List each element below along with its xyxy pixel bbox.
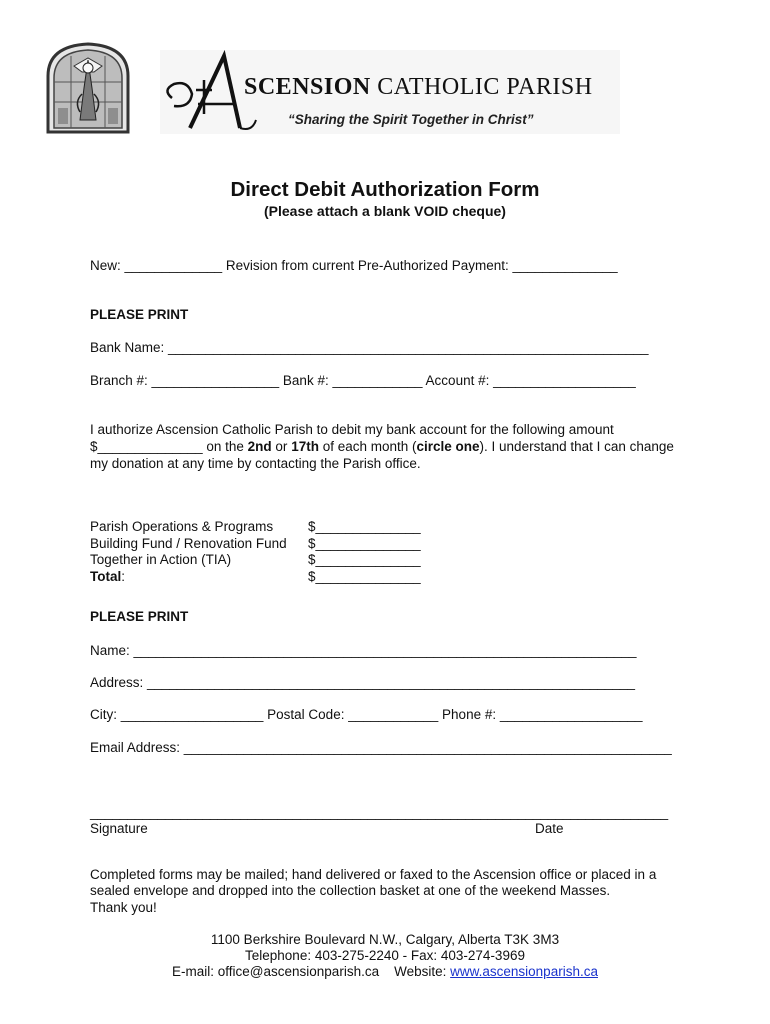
fund-amount-tia[interactable]: $______________ [308,552,421,567]
name-field[interactable]: Name: ___________________________________________________________________ [90,643,637,658]
footer-email: E-mail: office@ascensionparish.ca [172,964,380,979]
please-print-heading-2: PLEASE PRINT [90,609,189,624]
closing-line-3: Thank you! [90,900,157,915]
address-field[interactable]: Address: _________________________________________________________________ [90,675,636,690]
auth-text-month: of each month ( [318,439,417,454]
amount-field[interactable]: $______________ on the [90,439,248,454]
auth-text-or: or [271,439,292,454]
footer-phone: Telephone: 403-275-2240 - Fax: 403-274-3969 [245,948,525,963]
closing-line-2: sealed envelope and dropped into the collection basket at one of the weekend Masses. [90,883,611,898]
fund-amount-operations[interactable]: $______________ [308,519,421,534]
form-title: Direct Debit Authorization Form [230,178,540,201]
fund-label-operations: Parish Operations & Programs [90,519,274,534]
fund-label-building: Building Fund / Renovation Fund [90,536,287,551]
fund-label-tia: Together in Action (TIA) [90,552,232,567]
email-field[interactable]: Email Address: _________________________________________________________________ [90,740,672,755]
fund-amount-total[interactable]: $______________ [308,569,421,584]
city-postal-phone-field[interactable]: City: ___________________ Postal Code: ____________ Phone #: ___________________ [90,707,643,722]
total-colon: : [121,569,126,584]
please-print-heading: PLEASE PRINT [90,307,189,322]
authorization-line-1: I authorize Ascension Catholic Parish to debit my bank account for the following amount [90,422,614,437]
fund-label-total [90,569,125,586]
auth-text-change: ). I understand that I can change [479,439,674,454]
new-or-revision-field[interactable]: New: _____________ Revision from current Pre-Authorized Payment: ______________ [90,258,618,273]
parish-tagline: “Sharing the Spirit Together in Christ” [288,112,534,127]
parish-banner [160,50,620,134]
stained-glass-logo [44,42,132,134]
footer-address: 1100 Berkshire Boulevard N.W., Calgary, Alberta T3K 3M3 [210,932,560,947]
closing-line-1: Completed forms may be mailed; hand delivered or faxed to the Ascension office or placed in a [90,867,657,882]
date-label: Date [535,821,564,836]
footer-website-label: Website: [394,964,451,979]
stained-glass-window-icon [44,42,132,134]
authorization-line-3: my donation at any time by contacting the Parish office. [90,456,421,471]
website-link[interactable]: www.ascensionparish.ca [450,964,598,979]
fund-amount-building[interactable]: $______________ [308,536,421,551]
circle-one-note: circle one [416,439,480,454]
parish-name [244,74,593,101]
authorization-line-2 [90,439,674,456]
signature-label: Signature [90,821,148,836]
form-subtitle: (Please attach a blank VOID cheque) [264,203,506,219]
option-17th[interactable]: 17th [291,439,319,454]
signature-line[interactable]: _____________________________________________________________________________ [90,805,669,820]
parish-name-secondary: CATHOLIC PARISH [377,74,593,100]
option-2nd[interactable]: 2nd [247,439,272,454]
parish-name-main: SCENSION [244,74,371,100]
branch-bank-account-field[interactable]: Branch #: _________________ Bank #: ____________ Account #: ___________________ [90,373,636,388]
total-label: Total [90,569,122,584]
bank-name-field[interactable]: Bank Name: ________________________________________________________________ [90,340,649,355]
footer-contact [0,964,770,981]
